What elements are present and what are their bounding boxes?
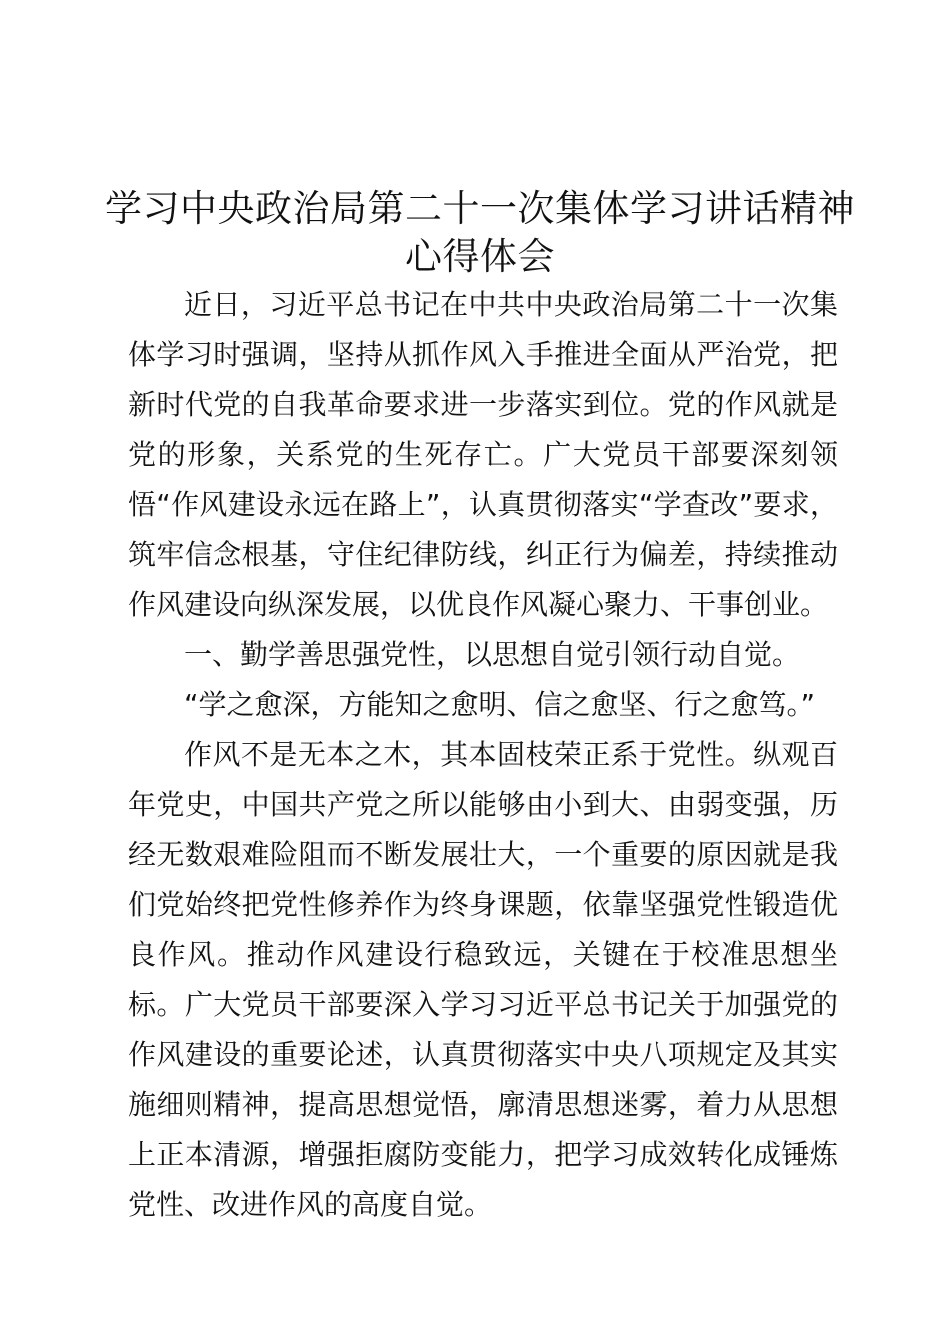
paragraph-body: 作风不是无本之木，其本固枝荣正系于党性。纵观百年党史，中国共产党之所以能够由小到大、由弱变强，历经无数艰难险阻而不断发展壮大，一个重要的原因就是我们党始终把党性修养作为终身课题，依靠坚强党性锻造优良作风。推动作风建设行稳致远，关键在于校准思想坐标。广大党员干部要深入学习习近平总书记关于加强党的作风建设的重要论述，认真贯彻落实中央八项规定及其实施细则精神，提高思想觉悟，廓清思想迷雾，着力从思想上正本清源，增强拒腐防变能力，把学习成效转化成锤炼党性、改进作风的高度自觉。 (128, 738, 838, 1221)
paragraph-intro: 近日，习近平总书记在中共中央政治局第二十一次集体学习时强调，坚持从抓作风入手推进全面从严治党，把新时代党的自我革命要求进一步落实到位。党的作风就是党的形象，关系党的生死存亡。广大党员干部要深刻领悟“作风建设永远在路上”，认真贯彻落实“学查改”要求，筑牢信念根基，守住纪律防线，纠正行为偏差，持续推动作风建设向纵深发展，以优良作风凝心聚力、干事创业。 (128, 288, 838, 621)
document-title-line-1: 学习中央政治局第二十一次集体学习讲话精神 (105, 187, 855, 230)
document-title-line-2: 心得体会 (405, 235, 555, 278)
quotation: “学之愈深，方能知之愈明、信之愈坚、行之愈笃。” (184, 688, 816, 721)
section-heading-1: 一、勤学善思强党性，以思想自觉引领行动自觉。 (184, 638, 801, 671)
